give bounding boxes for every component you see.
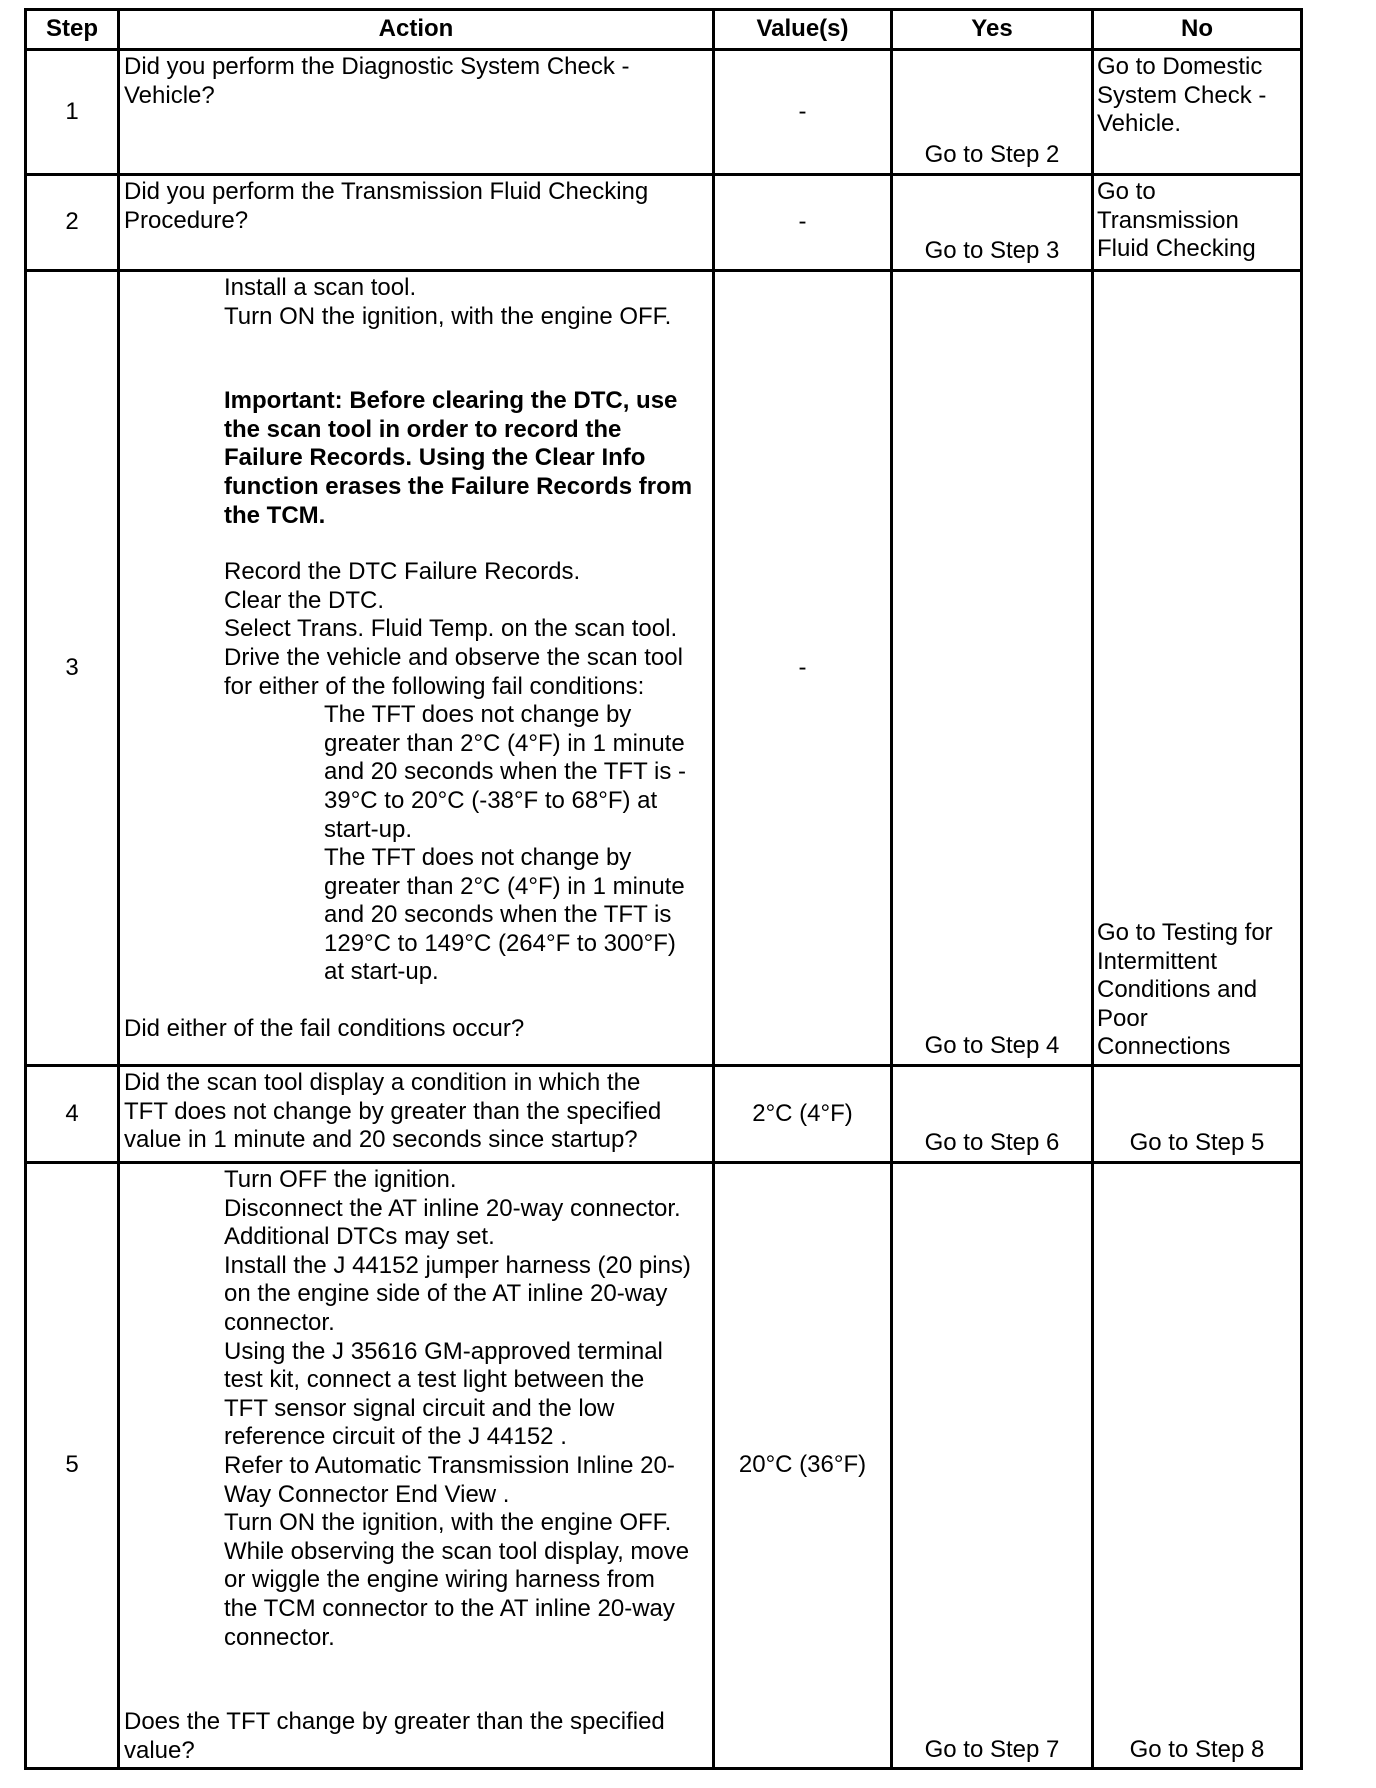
question-line: Does the TFT change by greater than the specified [124,1708,665,1736]
important-line: Failure Records. Using the Clear Info [224,444,646,472]
important-line: the TCM. [224,501,326,529]
table-row [26,50,1302,175]
table-row [26,175,1302,271]
action-cell [119,1163,714,1769]
action-line: reference circuit of the J 44152 . [224,1423,567,1451]
no-line[interactable]: Poor [1097,1004,1148,1032]
value-cell: - [714,50,892,175]
yes-link[interactable]: Go to Step 2 [924,141,1060,169]
yes-link[interactable]: Go to Step 3 [924,237,1060,265]
important-line: the scan tool in order to record the [224,415,622,443]
action-line: test kit, connect a test light between the [224,1366,645,1394]
header-values: Value(s) [714,10,892,50]
action-line: Did the scan tool display a condition in which the [124,1069,641,1096]
no-link[interactable]: Go to Step 8 [1129,1735,1265,1763]
no-line[interactable]: Conditions and [1097,976,1258,1004]
question-line: Did either of the fail conditions occur? [124,1015,525,1043]
action-line: Turn OFF the ignition. [224,1166,457,1193]
table-row [26,1066,1302,1163]
action-line: While observing the scan tool display, move [224,1537,690,1565]
condition-line: greater than 2°C (4°F) in 1 minute [324,729,685,757]
yes-link[interactable]: Go to Step 6 [924,1129,1060,1157]
action-cell [119,271,714,1066]
table-row [26,271,1302,1066]
step-number: 5 [26,1163,119,1769]
step-number: 4 [26,1066,119,1163]
yes-cell[interactable] [892,1066,1093,1163]
yes-link[interactable]: Go to Step 7 [924,1735,1060,1763]
diagnostic-table [24,8,1303,1770]
action-line: Install a scan tool. [224,274,417,301]
action-cell [119,50,714,175]
action-line: Additional DTCs may set. [224,1223,495,1251]
yes-cell[interactable] [892,271,1093,1066]
value-cell: - [714,271,892,1066]
header-step: Step [26,10,119,50]
no-cell[interactable] [1093,1163,1302,1769]
condition-line: greater than 2°C (4°F) in 1 minute [324,872,685,900]
action-line: for either of the following fail conditions: [224,672,645,700]
condition-line: and 20 seconds when the TFT is [324,901,672,929]
step-number: 3 [26,271,119,1066]
action-line: or wiggle the engine wiring harness from [224,1566,655,1594]
yes-cell[interactable] [892,175,1093,271]
step-number: 2 [26,175,119,271]
action-line: on the engine side of the AT inline 20-way [224,1280,668,1308]
no-line[interactable]: Fluid Checking [1097,235,1256,263]
no-line[interactable]: Connections [1097,1033,1231,1061]
action-line: Install the J 44152 jumper harness (20 pins) [224,1251,691,1279]
no-line[interactable]: Go to Testing for [1097,919,1273,947]
important-line: Important: Before clearing the DTC, use [224,387,678,415]
condition-line: start-up. [324,815,413,843]
value-cell: - [714,175,892,271]
condition-line: The TFT does not change by [324,701,632,729]
yes-link[interactable]: Go to Step 4 [924,1032,1060,1060]
action-line: the TCM connector to the AT inline 20-way [224,1594,675,1622]
no-cell[interactable] [1093,271,1302,1066]
no-link[interactable]: Go to Step 5 [1129,1129,1265,1157]
important-note [124,387,708,530]
table-row [26,1163,1302,1769]
action-line: Clear the DTC. [224,586,385,614]
action-line: Did you perform the Diagnostic System Check - [124,53,630,80]
condition-line: 129°C to 149°C (264°F to 300°F) [324,929,676,957]
action-line: Drive the vehicle and observe the scan tool [224,643,683,671]
yes-cell[interactable] [892,50,1093,175]
no-line[interactable]: Go to [1097,178,1156,205]
value-cell: 20°C (36°F) [714,1163,892,1769]
header-action: Action [119,10,714,50]
no-line[interactable]: System Check - [1097,81,1267,109]
action-line: Turn ON the ignition, with the engine OFF. [224,302,672,330]
action-line: Select Trans. Fluid Temp. on the scan tool. [224,615,678,643]
no-line[interactable]: Vehicle. [1097,110,1182,138]
action-line: Vehicle? [124,81,215,109]
action-line: Did you perform the Transmission Fluid Checking [124,178,649,205]
value-cell: 2°C (4°F) [714,1066,892,1163]
action-line: Using the J 35616 GM-approved terminal [224,1337,663,1365]
action-cell [119,175,714,271]
header-no: No [1093,10,1302,50]
action-line: TFT sensor signal circuit and the low [224,1394,615,1422]
action-line: Disconnect the AT inline 20-way connector. [224,1194,681,1222]
action-line: Refer to Automatic Transmission Inline 20- [224,1451,675,1479]
no-line[interactable]: Intermittent [1097,947,1218,975]
action-line: Record the DTC Failure Records. [224,558,581,586]
condition-line: and 20 seconds when the TFT is - [324,758,686,786]
condition-line: 39°C to 20°C (-38°F to 68°F) at [324,786,658,814]
action-line: Procedure? [124,206,249,234]
question-line: value? [124,1736,195,1764]
no-cell[interactable] [1093,50,1302,175]
action-line: connector. [224,1623,335,1651]
action-line: value in 1 minute and 20 seconds since startup? [124,1126,638,1154]
header-yes: Yes [892,10,1093,50]
condition-line: at start-up. [324,958,439,986]
step-number: 1 [26,50,119,175]
no-line[interactable]: Transmission [1097,206,1239,234]
action-line: Turn ON the ignition, with the engine OFF. [224,1509,672,1537]
header-row [26,10,1302,50]
action-line: TFT does not change by greater than the specified [124,1097,662,1125]
important-line: function erases the Failure Records from [224,472,693,500]
no-cell[interactable] [1093,175,1302,271]
condition-line: The TFT does not change by [324,844,632,872]
action-line: connector. [224,1308,335,1336]
yes-cell[interactable] [892,1163,1093,1769]
no-line[interactable]: Go to Domestic [1097,53,1263,80]
action-line: Way Connector End View . [224,1480,510,1508]
no-cell[interactable] [1093,1066,1302,1163]
action-cell [119,1066,714,1163]
